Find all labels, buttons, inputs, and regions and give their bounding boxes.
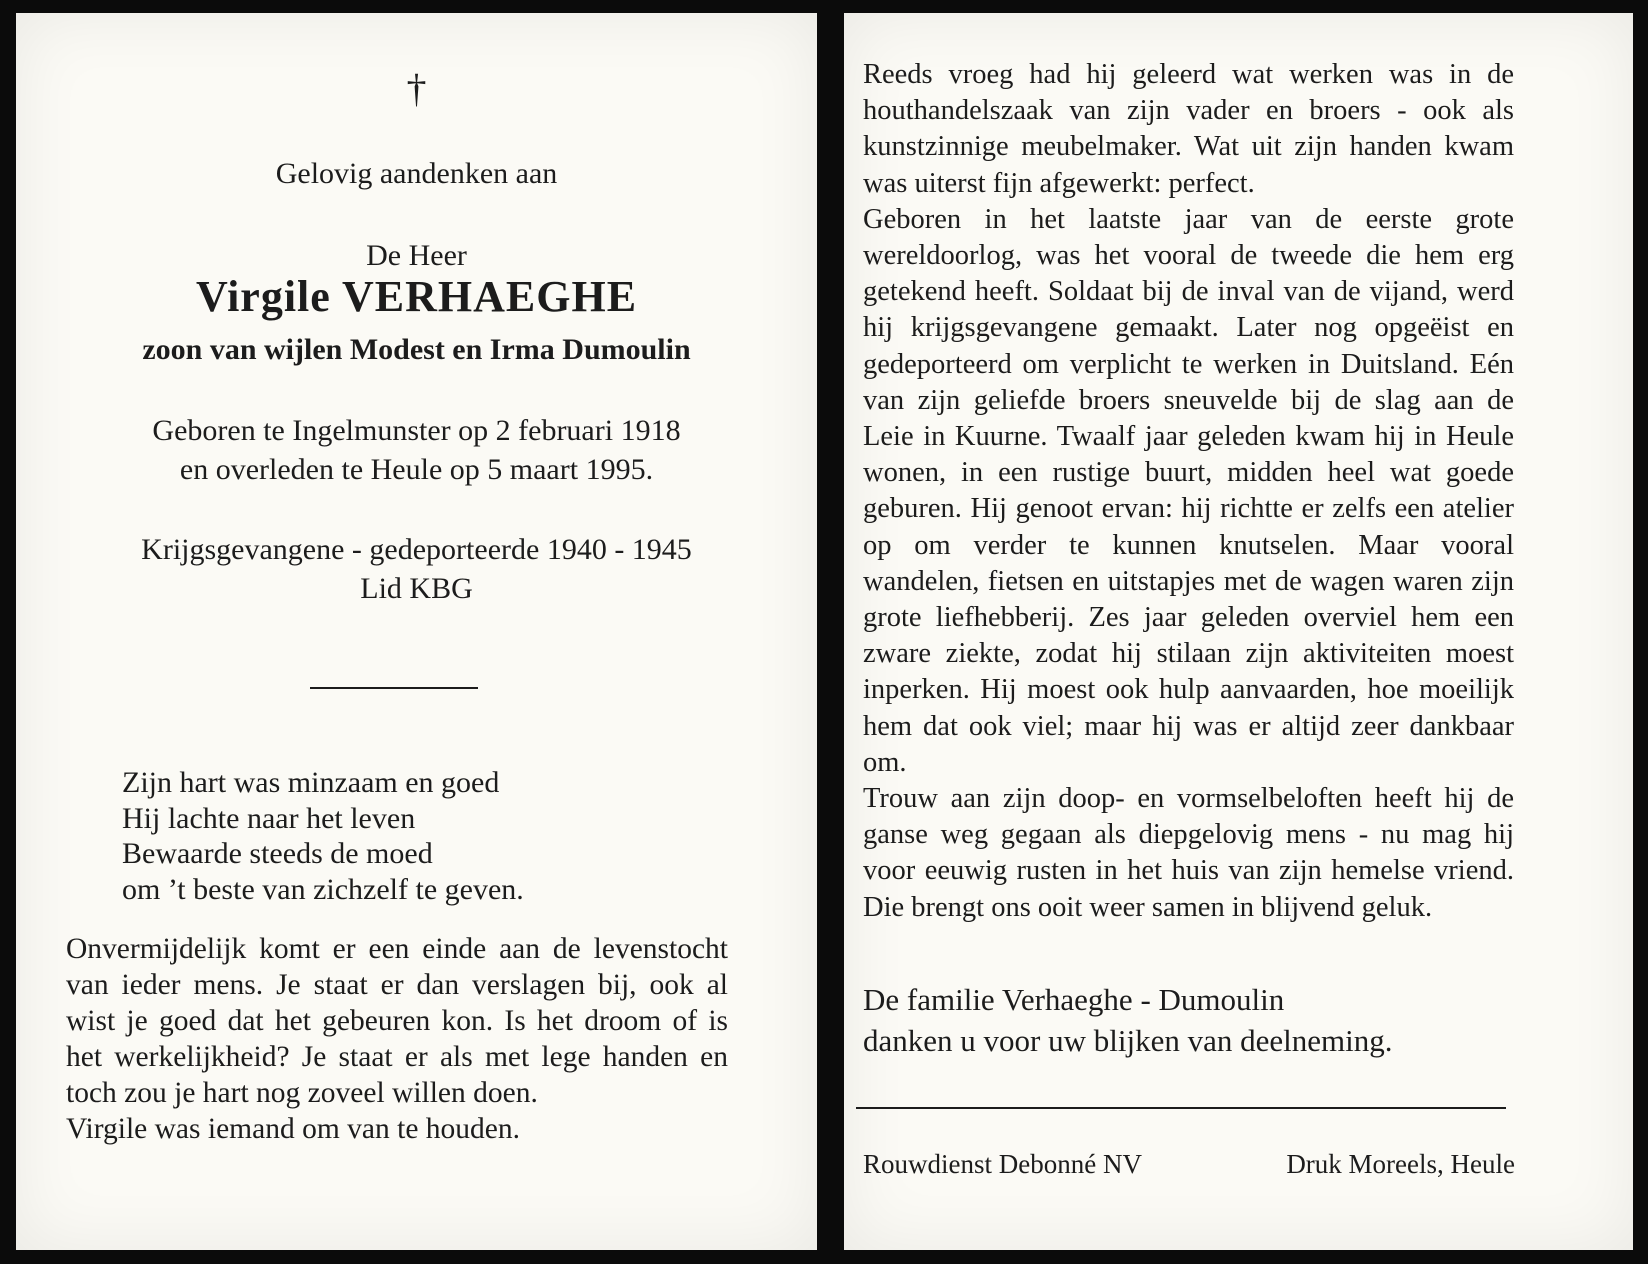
honorific: De Heer	[366, 239, 467, 272]
membership-line: Lid KBG	[360, 572, 473, 605]
memorial-intro: Gelovig aandenken aan	[275, 157, 558, 190]
war-record-block	[16, 530, 817, 608]
biography-block	[863, 57, 1514, 926]
printer-credit: Druk Moreels, Heule	[1286, 1149, 1515, 1179]
funeral-service-credit: Rouwdienst Debonné NV	[863, 1149, 1142, 1179]
poem-line: om ’t beste van zichzelf te geven.	[122, 872, 524, 906]
family-thanks-line: danken u voor uw blijken van deelneming.	[863, 1023, 1393, 1058]
poem	[122, 765, 524, 907]
biography-paragraph: Geboren in het laatste jaar van de eerste grote wereldoorlog, was het vooral de tweede die hem erg getekend heeft. Soldaat bij de inval van de vijand, werd hij krijgsgevangene gemaakt. Later nog opgeëist en gedeporteerd om verplicht te werken in Duitsland. Eén van zijn geliefde broers sneuvelde bij de slag aan de Leie in Kuurne. Twaalf jaar geleden kwam hij in Heule wonen, in een rustige buurt, midden heel wat goede geburen. Hij genoot ervan: hij richtte er zelfs een atelier op om verder te kunnen knutselen. Maar vooral wandelen, fietsen en uitstapjes met de wagen waren zijn grote liefhebberij. Zes jaar geleden overviel hem een zware ziekte, zodat hij stilaan zijn aktiviteiten moest inperken. Hij moest ook hulp aanvaarden, hoe moeilijk hem dat ook viel; maar hij was er altijd zeer dankbaar om.	[863, 203, 1514, 778]
birth-line: Geboren te Ingelmunster op 2 februari 1918	[152, 414, 681, 447]
left-page	[16, 13, 817, 1250]
deceased-name: Virgile VERHAEGHE	[195, 272, 638, 321]
vitals-block	[16, 411, 817, 489]
poem-line: Hij lachte naar het leven	[122, 801, 416, 835]
biography-paragraph: Trouw aan zijn doop- en vormselbeloften heeft hij de ganse weg gegaan als diepgelovig mens - nu mag hij voor eeuwig rusten in het huis van zijn hemelse vriend. Die brengt ons ooit weer samen in blijvend geluk.	[863, 783, 1514, 923]
family-thanks-line: De familie Verhaeghe - Dumoulin	[863, 982, 1285, 1017]
left-page-divider	[310, 687, 478, 689]
poem-line: Bewaarde steeds de moed	[122, 837, 433, 870]
lineage-line: zoon van wijlen Modest en Irma Dumoulin	[142, 333, 691, 366]
colophon	[863, 1149, 1515, 1180]
death-line: en overleden te Heule op 5 maart 1995.	[179, 453, 654, 486]
reflection-paragraph: Onvermijdelijk komt er een einde aan de levenstocht van ieder mens. Je staat er dan verslagen bij, ook al wist je goed dat het gebeuren kon. Is het droom of is het werkelijkheid? Je staat er als met lege handen en toch zou je hart nog zoveel willen doen.	[66, 933, 728, 1109]
right-page-divider	[856, 1107, 1506, 1109]
family-thanks-block	[863, 979, 1392, 1061]
reflection-block	[66, 931, 728, 1147]
closing-line: Virgile was iemand om van te houden.	[66, 1113, 521, 1145]
war-record-line: Krijgsgevangene - gedeporteerde 1940 - 1945	[141, 533, 692, 566]
cross-icon: †	[406, 66, 427, 111]
poem-line: Zijn hart was minzaam en goed	[122, 766, 500, 799]
right-page	[844, 13, 1633, 1250]
biography-paragraph: Reeds vroeg had hij geleerd wat werken was in de houthandelszaak van zijn vader en broers - ook als kunstzinnige meubelmaker. Wat uit zijn handen kwam was uiterst fijn afgewerkt: perfect.	[863, 59, 1514, 199]
